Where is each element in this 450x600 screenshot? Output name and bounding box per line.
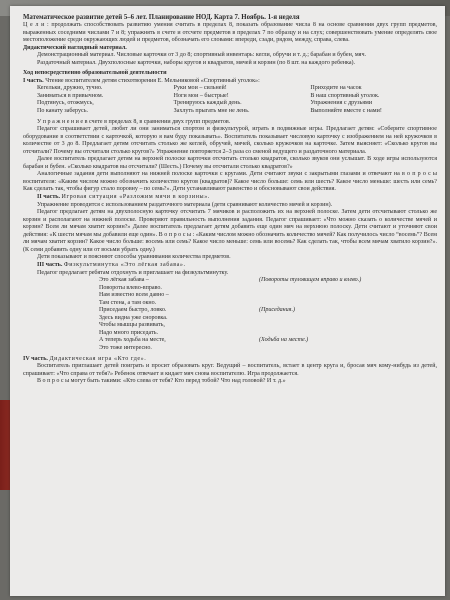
poem-line: Нам известно всем давно – [99, 292, 169, 299]
poem-note [259, 345, 437, 353]
poem-line: Ноги мои – быстрые! [173, 92, 229, 99]
part2-paragraph: Педагог предлагает детям на двухполосную карточку отсчитать 7 мячиков и расположить их на верхней полоске. Затем дети отсчитывают столько же корзин и располагают на нижней полоске. Проверяют правильность выполнения задания. Педагог спрашивает: «Что можно сказать о количестве мячей и корзин? Всем ли мячам хватит корзин?» Далее воспитатель предлагает детям добавить еще один мяч на верхнюю полоску. Дети считают и уточняют свои действия: «К шести мячам мы добавили еще один». В о п р о с ы : «Каким числом можно обозначить количество мячей? Как получилось число “восемь”? Всем ли мячам хватит корзин? Какое число больше: восемь или семь? Какое число меньше: семь или восемь? Как сделать так, чтобы всем мячам хватило корзин?». (К семи добавить одну или от восьми убрать одну.) [23, 209, 437, 253]
poem-note: (Приседания.) [259, 307, 296, 314]
part4-heading [23, 356, 437, 364]
part4-label: IV часть. [23, 355, 48, 362]
poem-line: Упражнения с друзьями [310, 100, 373, 107]
poem-line: А теперь ходьба на месте, [99, 337, 166, 344]
poem-note [259, 292, 437, 300]
poem-sport-corner [23, 85, 437, 115]
part1-paragraph: Педагог спрашивает детей, любят ли они заниматься спортом и физкультурой, играть в подвижные игры. Предлагает детям: «Соберите спортивное оборудование в соответствии с карточкой, которую я вам буду показывать». Воспитатель показывает числовую карточку с изображением на ней кружочков в количестве от 3 до 8. Предлагает детям отсчитать столько же кеглей, обручей, мячей, сколько кружочков на карточке. Затем выясняет: «Сколько кругов вы отсчитали? Почему вы отсчитали столько кругов?» Упражнение повторяется 2–3 раза со сменой ведущего и раздаточного материала. [23, 126, 437, 155]
poem-line: По канату заберусь. [37, 108, 88, 115]
part1-text: Чтение воспитателем детям стихотворения Е. Мельниковой «Спортивный уголок»: [45, 77, 260, 84]
part2-heading [23, 194, 437, 202]
poem-line: Это тоже интересно. [99, 344, 152, 351]
poem-line: Приходите на часок [310, 85, 362, 92]
poem-line: Приседаем быстро, ловко. [99, 307, 167, 314]
part2-paragraph: Дети показывают и поясняют способы уравнивания количества предметов. [37, 254, 231, 261]
poem-line: Подтянусь, отожмусь, [37, 100, 94, 107]
poem-line: Кегельки, дружно, тучно. [37, 85, 103, 92]
part2-paragraph: Упражнение проводится с использованием раздаточного материала (дети сравнивают количество мячей и корзин). [37, 201, 333, 208]
document-title: Математическое развитие детей 5–6 лет. Планирование НОД. Карта 7. Ноябрь. 1-я неделя [23, 14, 300, 21]
poem-line: Здесь видна уже сноровка. [99, 314, 168, 321]
goals-paragraph: Ц е л и : продолжать способствовать развитию умения считать в пределах 8, показать образование числа 8 на основе сравнения двух групп предметов, выраженных соседними числами 7 и 8; упражнять в счете и отсчете предметов в пределах 7 по образцу и на слух; совершенствовать умение определять свое местоположение среди окружающих людей и предметов, обозначать его словами: впереди, сзади, рядом, между, справа, слева. [23, 22, 437, 44]
part1-intro [23, 78, 437, 86]
poem-note [259, 315, 437, 323]
poem-line: Захлуть прыгать мне не лень. [173, 108, 250, 115]
poem-line: Заниматься в привычном. [37, 92, 104, 99]
poem-exercise [23, 277, 437, 352]
poem-line: Надо много приседать. [99, 329, 158, 336]
poem-line: Чтобы мышцы развивать, [99, 322, 165, 329]
poem-line: В наш спортивный уголок. [310, 92, 380, 99]
poem-line: Выполняйте вместе с нами! [310, 108, 382, 115]
part3-intro: Педагог предлагает ребятам отдохнуть и приглашает на физкультминутку. [37, 269, 229, 276]
part3-heading [23, 262, 437, 270]
poem-note [259, 322, 437, 330]
poem-line: Повороты влево-вправо. [99, 284, 162, 291]
section-heading: Ход непосредственно образовательной деятельности [23, 70, 167, 77]
part2-game: Игровая ситуация «Разложим мячи в корзины». [61, 194, 210, 201]
part3-title: Физкультминутка «Это лёгкая забава». [63, 261, 186, 268]
part4-paragraph: Воспитатель приглашает детей поиграть и просит образовать круг. Ведущий – воспитатель, встает в центр круга и, бросая мяч кому-нибудь из детей, спрашивает: «Что справа от тебя?» Ребенок отвечает и кидает мяч снова воспитателю. Игра продолжается. [23, 363, 437, 377]
part1-paragraph: У п р а ж н е н и е в счете в пределах 8, в сравнении двух групп предметов. [37, 118, 231, 125]
document-body [23, 14, 437, 386]
poem-note: (Повороты туловищем вправо и влево.) [259, 277, 362, 284]
part3-label: III часть. [37, 261, 63, 268]
paper-sheet [10, 6, 445, 596]
poem-line: Руки мои – сильней! [173, 85, 227, 92]
part1-paragraph: Далее воспитатель предлагает детям на верхней полоске карточки отсчитать столько квадратов, сколько звуков они услышат. В ходе игры используются барабан и бубен. «Сколько квадратов вы отсчитали? (Шесть.) Почему вы отсчитали столько квадратов?» [23, 156, 437, 170]
part1-label: I часть. [23, 77, 44, 84]
part1-paragraph: Аналогичные задания дети выполняют на нижней полоске карточки с кругами. Дети считают звуки с закрытыми глазами и отвечают на в о п р о с ы воспитателя: «Каким числом можно обозначить количество кругов (квадратов)? Какое число больше: семь или шесть? Какое число меньше: шесть или семь? Как сделать так, чтобы фигур стало поровну – по семь?». Дети устанавливают равенство и обосновывают свои действия. [23, 171, 437, 193]
poem-line: Там стена, а там окно. [99, 299, 157, 306]
poem-line: Это лёгкая забава – [99, 277, 149, 284]
part2-label: II часть. [37, 194, 61, 201]
part4-game: Дидактическая игра «Кто где». [49, 355, 147, 362]
demo-material: Демонстрационный материал. Числовые карточки от 3 до 8; спортивный инвентарь: кегли, обручи и т. д.; барабан и бубен, мяч. [37, 52, 367, 59]
part4-paragraph: В о п р о с ы могут быть такими: «Кто слева от тебя? Кто перед тобой? Что над головой? И т. д.» [37, 378, 286, 385]
didactic-heading: Дидактический наглядный материал. [23, 44, 127, 51]
poem-line: Тренируюсь каждый день. [173, 100, 242, 107]
poem-note: (Ходьба на месте.) [259, 337, 309, 344]
poem-note [259, 285, 437, 293]
handout-material: Раздаточный материал. Двухполосные карточки, наборы кругов и квадратов, мячей и корзин (по 8 шт. на каждого ребенка). [37, 59, 356, 66]
